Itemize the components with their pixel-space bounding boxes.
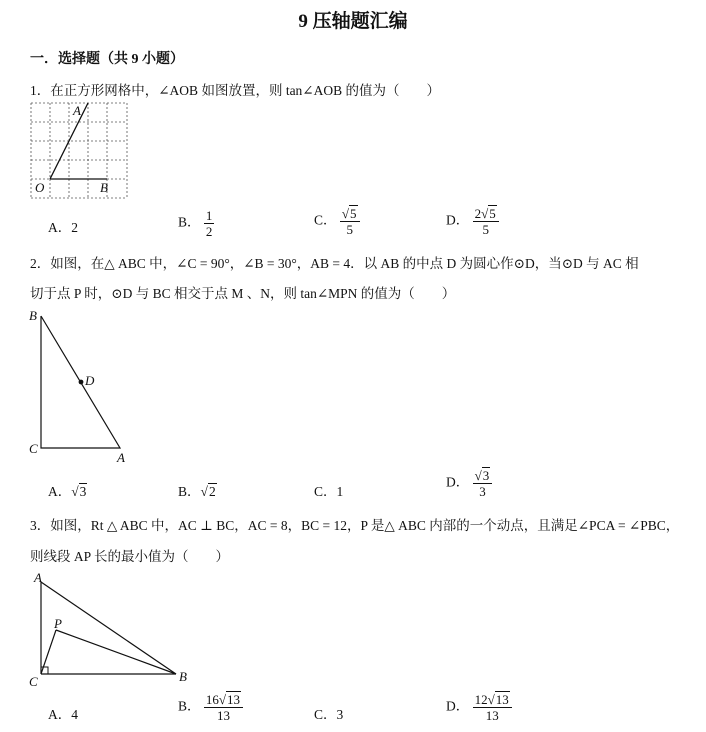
option-value: 3 bbox=[336, 707, 344, 722]
option-label: A． bbox=[48, 220, 72, 235]
denominator: 3 bbox=[479, 484, 486, 499]
label-c: C bbox=[29, 674, 38, 689]
label-a: A bbox=[117, 450, 125, 465]
q3-option-b[interactable] bbox=[178, 692, 243, 723]
label-b: B bbox=[29, 308, 37, 323]
radicand: 5 bbox=[489, 206, 496, 221]
option-value: 2 bbox=[71, 220, 78, 235]
q2-option-a[interactable]: A．√3 bbox=[48, 484, 87, 499]
question-3-figure bbox=[26, 568, 196, 690]
denominator: 5 bbox=[482, 222, 489, 237]
numerator: 16√13 bbox=[204, 692, 243, 708]
q1-option-b[interactable] bbox=[178, 208, 214, 239]
q1-option-c[interactable] bbox=[314, 206, 360, 237]
numerator: 2√5 bbox=[473, 206, 499, 222]
denominator: 5 bbox=[346, 222, 353, 237]
option-label: B． bbox=[178, 214, 201, 230]
q2-option-d[interactable] bbox=[446, 468, 492, 499]
radicand: 3 bbox=[482, 468, 490, 483]
option-label: C． bbox=[314, 484, 337, 499]
label-c: C bbox=[29, 441, 38, 456]
fraction bbox=[340, 206, 360, 237]
denominator: 2 bbox=[205, 224, 213, 239]
q1-option-d[interactable] bbox=[446, 206, 499, 237]
fraction bbox=[473, 206, 499, 237]
fraction bbox=[473, 692, 512, 723]
q2-option-b[interactable]: B．√2 bbox=[178, 484, 216, 499]
numerator: √5 bbox=[340, 206, 360, 222]
numerator: 12√13 bbox=[473, 692, 512, 708]
question-1-figure bbox=[29, 101, 129, 203]
numerator: 1 bbox=[205, 208, 213, 223]
question-3-stem-line1: 3．如图，Rt △ ABC 中，AC ⊥ BC，AC = 8，BC = 12，P 是△ ABC 内部的一个动点，且满足∠PCA = ∠PBC， bbox=[30, 518, 680, 533]
denominator: 13 bbox=[485, 708, 499, 723]
label-a: A bbox=[73, 103, 81, 118]
label-b: B bbox=[179, 669, 187, 684]
fraction bbox=[204, 208, 215, 239]
radicand: 2 bbox=[208, 484, 216, 499]
label-p: P bbox=[54, 616, 62, 631]
option-label: A． bbox=[48, 484, 72, 499]
q1-option-a[interactable] bbox=[48, 216, 78, 236]
label-b: B bbox=[100, 180, 108, 195]
question-2-stem-line1: 2．如图，在△ ABC 中，∠C = 90°，∠B = 30°，AB = 4．以 AB 的中点 D 为圆心作⊙D，当⊙D 与 AC 相 bbox=[30, 256, 639, 271]
numerator: √3 bbox=[473, 468, 493, 484]
coefficient: 2 bbox=[474, 206, 482, 221]
denominator: 13 bbox=[216, 708, 230, 723]
q3-option-d[interactable] bbox=[446, 692, 512, 723]
label-d: D bbox=[85, 373, 95, 388]
option-label: A． bbox=[48, 707, 72, 722]
option-value: 4 bbox=[71, 707, 78, 722]
radicand: 3 bbox=[79, 484, 87, 499]
option-label: B． bbox=[178, 484, 201, 499]
fraction bbox=[473, 468, 493, 499]
option-label: D． bbox=[446, 698, 470, 714]
fraction bbox=[204, 692, 243, 723]
option-label: C． bbox=[314, 212, 337, 228]
label-o: O bbox=[35, 180, 45, 195]
option-label: B． bbox=[178, 698, 201, 714]
radicand: 13 bbox=[495, 692, 509, 707]
question-2-figure bbox=[26, 306, 136, 466]
q2-option-c[interactable] bbox=[314, 480, 343, 500]
page-title: 9 压轴题汇编 bbox=[298, 11, 408, 32]
question-1-stem: 1．在正方形网格中，∠AOB 如图放置，则 tan∠AOB 的值为（ ） bbox=[30, 83, 440, 98]
segment-pb bbox=[56, 630, 176, 674]
radicand: 5 bbox=[350, 206, 357, 221]
section-heading: 一．选择题（共 9 小题） bbox=[30, 52, 184, 67]
option-label: D． bbox=[446, 474, 470, 490]
option-label: C． bbox=[314, 707, 337, 722]
coefficient: 12 bbox=[474, 692, 488, 707]
radicand: 13 bbox=[227, 692, 241, 707]
option-label: D． bbox=[446, 212, 470, 228]
label-a: A bbox=[34, 570, 42, 585]
question-2-stem-line2: 切于点 P 时，⊙D 与 BC 相交于点 M 、N，则 tan∠MPN 的值为（ ） bbox=[30, 286, 456, 301]
point-d bbox=[79, 380, 84, 385]
option-value: 1 bbox=[336, 484, 344, 499]
coefficient: 16 bbox=[205, 692, 219, 707]
q3-option-c[interactable] bbox=[314, 703, 343, 723]
question-3-stem-line2: 则线段 AP 长的最小值为（ ） bbox=[30, 549, 230, 564]
q3-option-a[interactable] bbox=[48, 703, 78, 723]
